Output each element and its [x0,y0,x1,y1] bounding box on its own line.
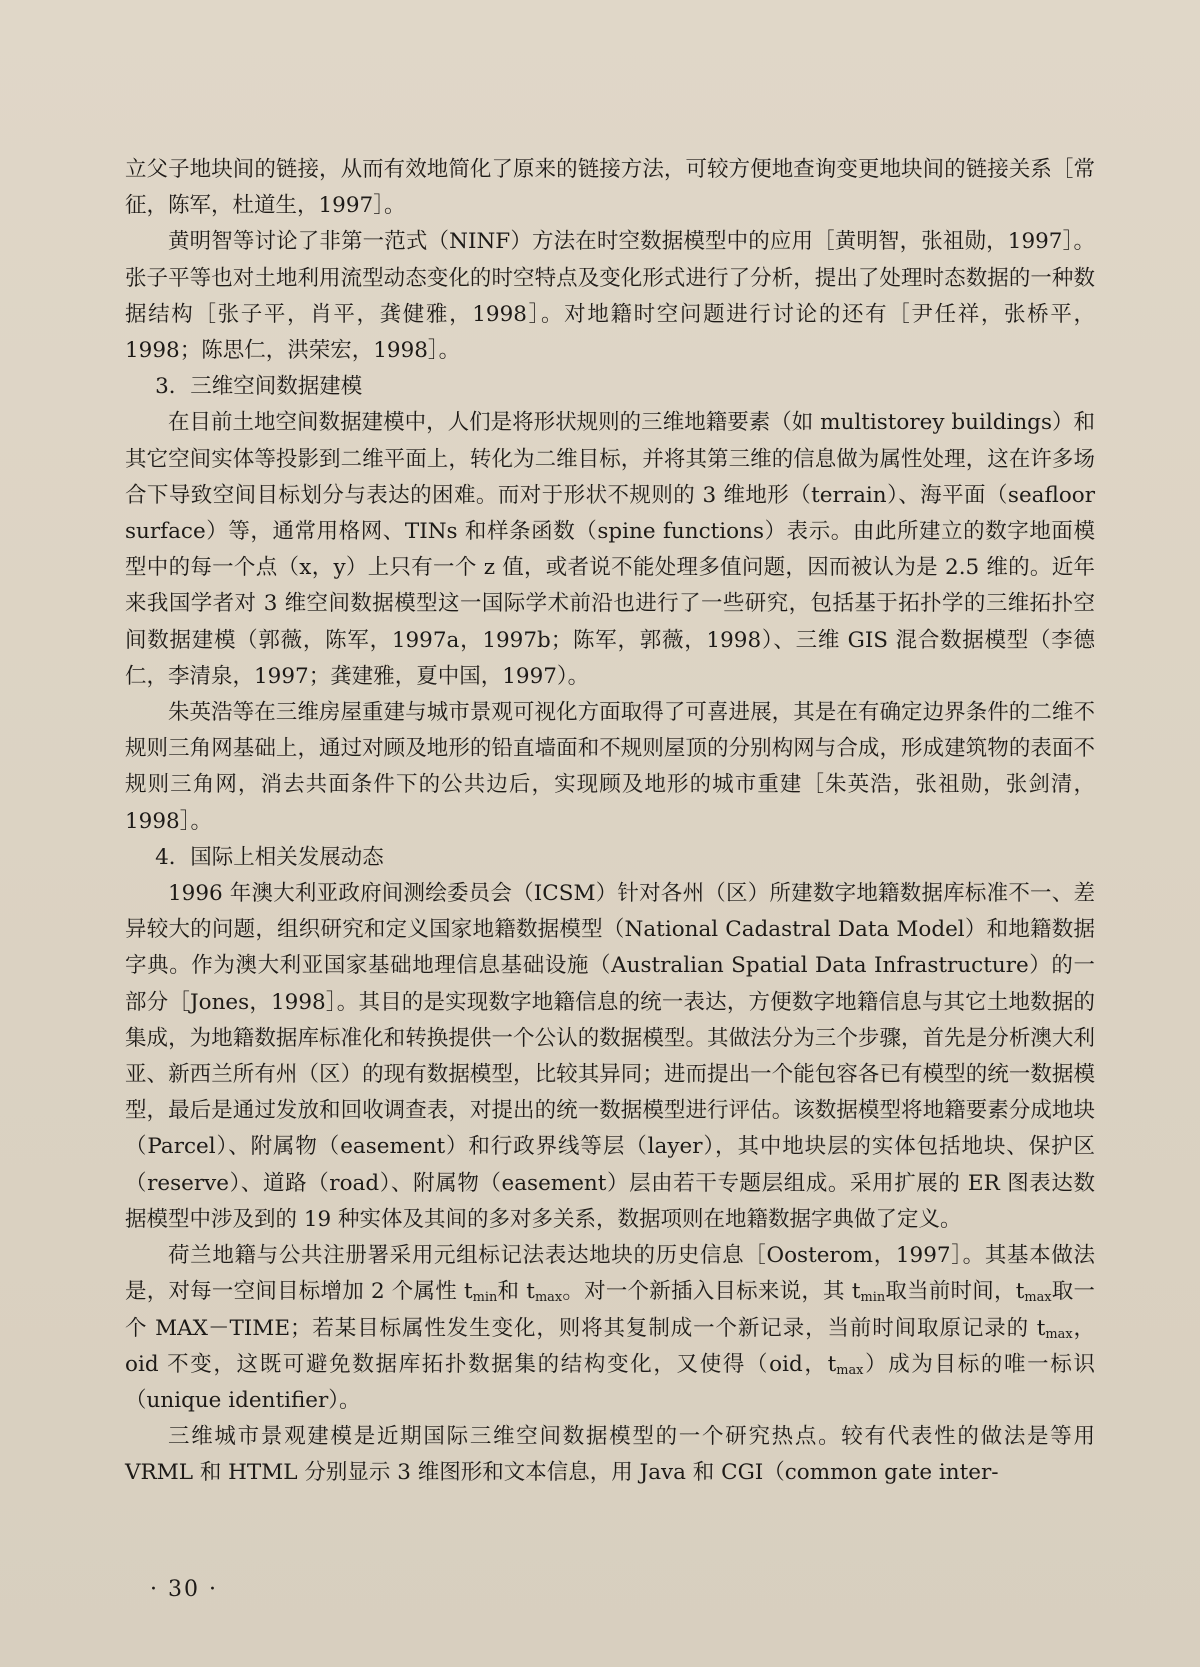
page-number: · 30 · [150,1577,218,1602]
paragraph-3d-modeling: 在目前土地空间数据建模中，人们是将形状规则的三维地籍要素（如 multistorey buildings）和其它空间实体等投影到二维平面上，转化为二维目标，并将其第三维的信息做为属性处理，这在许多场合下导致空间目标划分与表达的困难。而对于形状不规则的 3 维地形（terrain）、海平面（seafloor surface）等，通常用格网、TINs 和样条函数（spine functions）表示。由此所建立的数字地面模型中的每一个点（x，y）上只有一个 z 值，或者说不能处理多值问题，因而被认为是 2.5 维的。近年来我国学者对 3 维空间数据模型这一国际学术前沿也进行了一些研究，包括基于拓扑学的三维拓扑空间数据建模（郭薇，陈军，1997a，1997b；陈军，郭薇，1998）、三维 GIS 混合数据模型（李德仁，李清泉，1997；龚建雅，夏中国，1997）。 [125,410,1095,689]
paragraph-icsm: 1996 年澳大利亚政府间测绘委员会（ICSM）针对各州（区）所建数字地籍数据库标准不一、差异较大的问题，组织研究和定义国家地籍数据模型（National Cadastral Data Model）和地籍数据字典。作为澳大利亚国家基础地理信息基础设施（Australian Spatial Data Infrastructure）的一部分［Jones，1998］。其目的是实现数字地籍信息的统一表达，方便数字地籍信息与其它土地数据的集成，为地籍数据库标准化和转换提供一个公认的数据模型。其做法分为三个步骤，首先是分析澳大利亚、新西兰所有州（区）的现有数据模型，比较其异同；进而提出一个能包容各已有模型的统一数据模型，最后是通过发放和回收调查表，对提出的统一数据模型进行评估。该数据模型将地籍要素分成地块（Parcel）、附属物（easement）和行政界线等层（layer），其中地块层的实体包括地块、保护区（reserve）、道路（road）、附属物（easement）层由若干专题层组成。采用扩展的 ER 图表达数据模型中涉及到的 19 种实体及其间的多对多关系，数据项则在地籍数据字典做了定义。 [125,881,1095,1232]
paragraph-city-reconstruction: 朱英浩等在三维房屋重建与城市景观可视化方面取得了可喜进展，其是在有确定边界条件的二维不规则三角网基础上，通过对顾及地形的铅直墙面和不规则屋顶的分别构网与合成，形成建筑物的表面不规则三角网，消去共面条件下的公共边后，实现顾及地形的城市重建［朱英浩，张祖勋，张剑清，1998］。 [125,700,1095,834]
paragraph-netherlands: 荷兰地籍与公共注册署采用元组标记法表达地块的历史信息［Oosterom，1997］。其基本做法是，对每一空间目标增加 2 个属性 $t_{min}$和 $t_{max}$。对一个新插入目标来说，其 $t_{min}$取当前时间，$t_{max}$取一个 MAX－TIME；若某目标属性发生变化，则将其复制成一个新记录，当前时间取原记录的 $t_{max}$，oid 不变，这既可避免数据库拓扑数据集的结构变化，又使得（oid，$t_{max}$）成为目标的唯一标识（unique identifier）。 [125,1243,1095,1413]
paragraph-city-landscape: 三维城市景观建模是近期国际三维空间数据模型的一个研究热点。较有代表性的做法是等用 VRML 和 HTML 分别显示 3 维图形和文本信息，用 Java 和 CGI（common gate inter- [125,1424,1095,1486]
section-heading-international: 4．国际上相关发展动态 [155,844,384,870]
paragraph-ninf: 黄明智等讨论了非第一范式（NINF）方法在时空数据模型中的应用［黄明智，张祖勋，1997］。张子平等也对土地利用流型动态变化的时空特点及变化形式进行了分析，提出了处理时态数据的一种数据结构［张子平，肖平，龚健雅，1998］。对地籍时空问题进行讨论的还有［尹任祥，张桥平，1998；陈思仁，洪荣宏，1998］。 [125,229,1095,364]
body-text [125,152,1095,1492]
paragraph-link-relations: 立父子地块间的链接，从而有效地简化了原来的链接方法，可较方便地查询变更地块间的链接关系［常征，陈军，杜道生，1997］。 [125,157,1095,219]
section-heading-3d-modeling: 3．三维空间数据建模 [155,374,363,400]
